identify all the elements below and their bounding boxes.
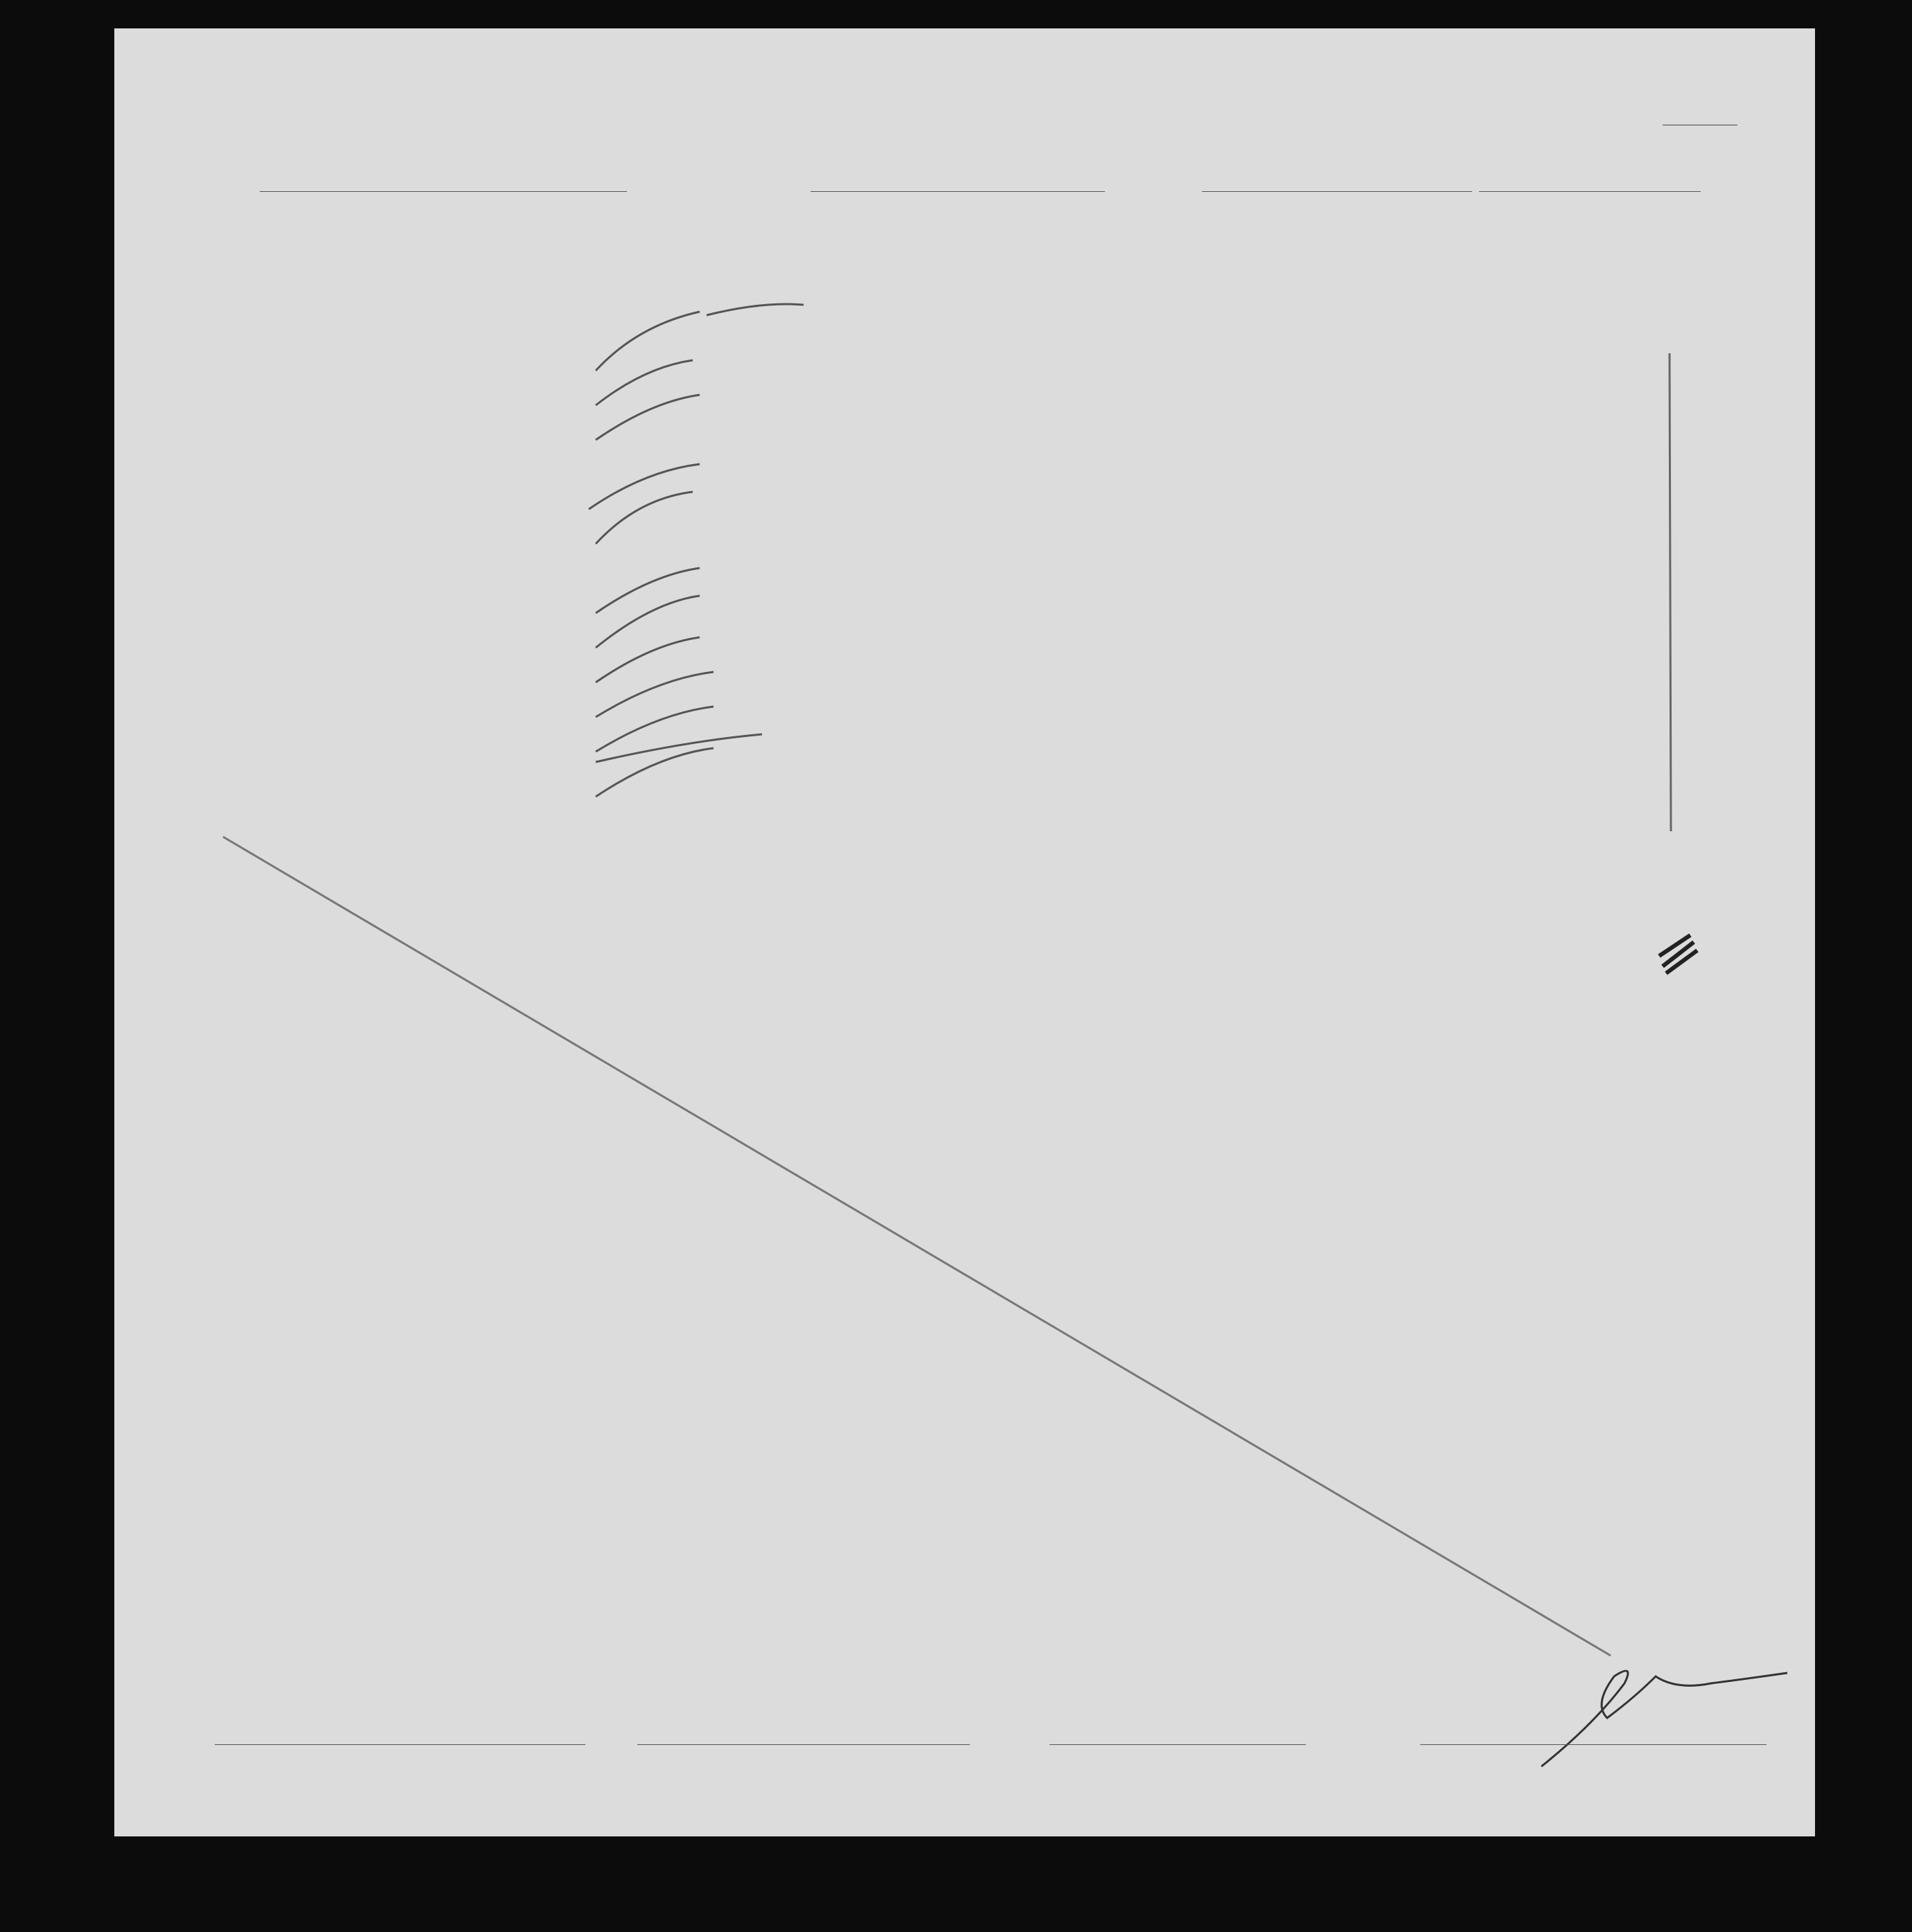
owners-underline	[637, 1744, 970, 1745]
line-underline	[215, 1744, 585, 1745]
agents-underline	[1050, 1744, 1306, 1745]
strike-diagonal	[223, 837, 1611, 1656]
service-checkmarks	[589, 304, 804, 797]
action-bracket	[1670, 353, 1671, 831]
signature	[1541, 1671, 1787, 1766]
officer-underline	[1420, 1744, 1767, 1745]
margin-scribble	[1659, 935, 1697, 973]
